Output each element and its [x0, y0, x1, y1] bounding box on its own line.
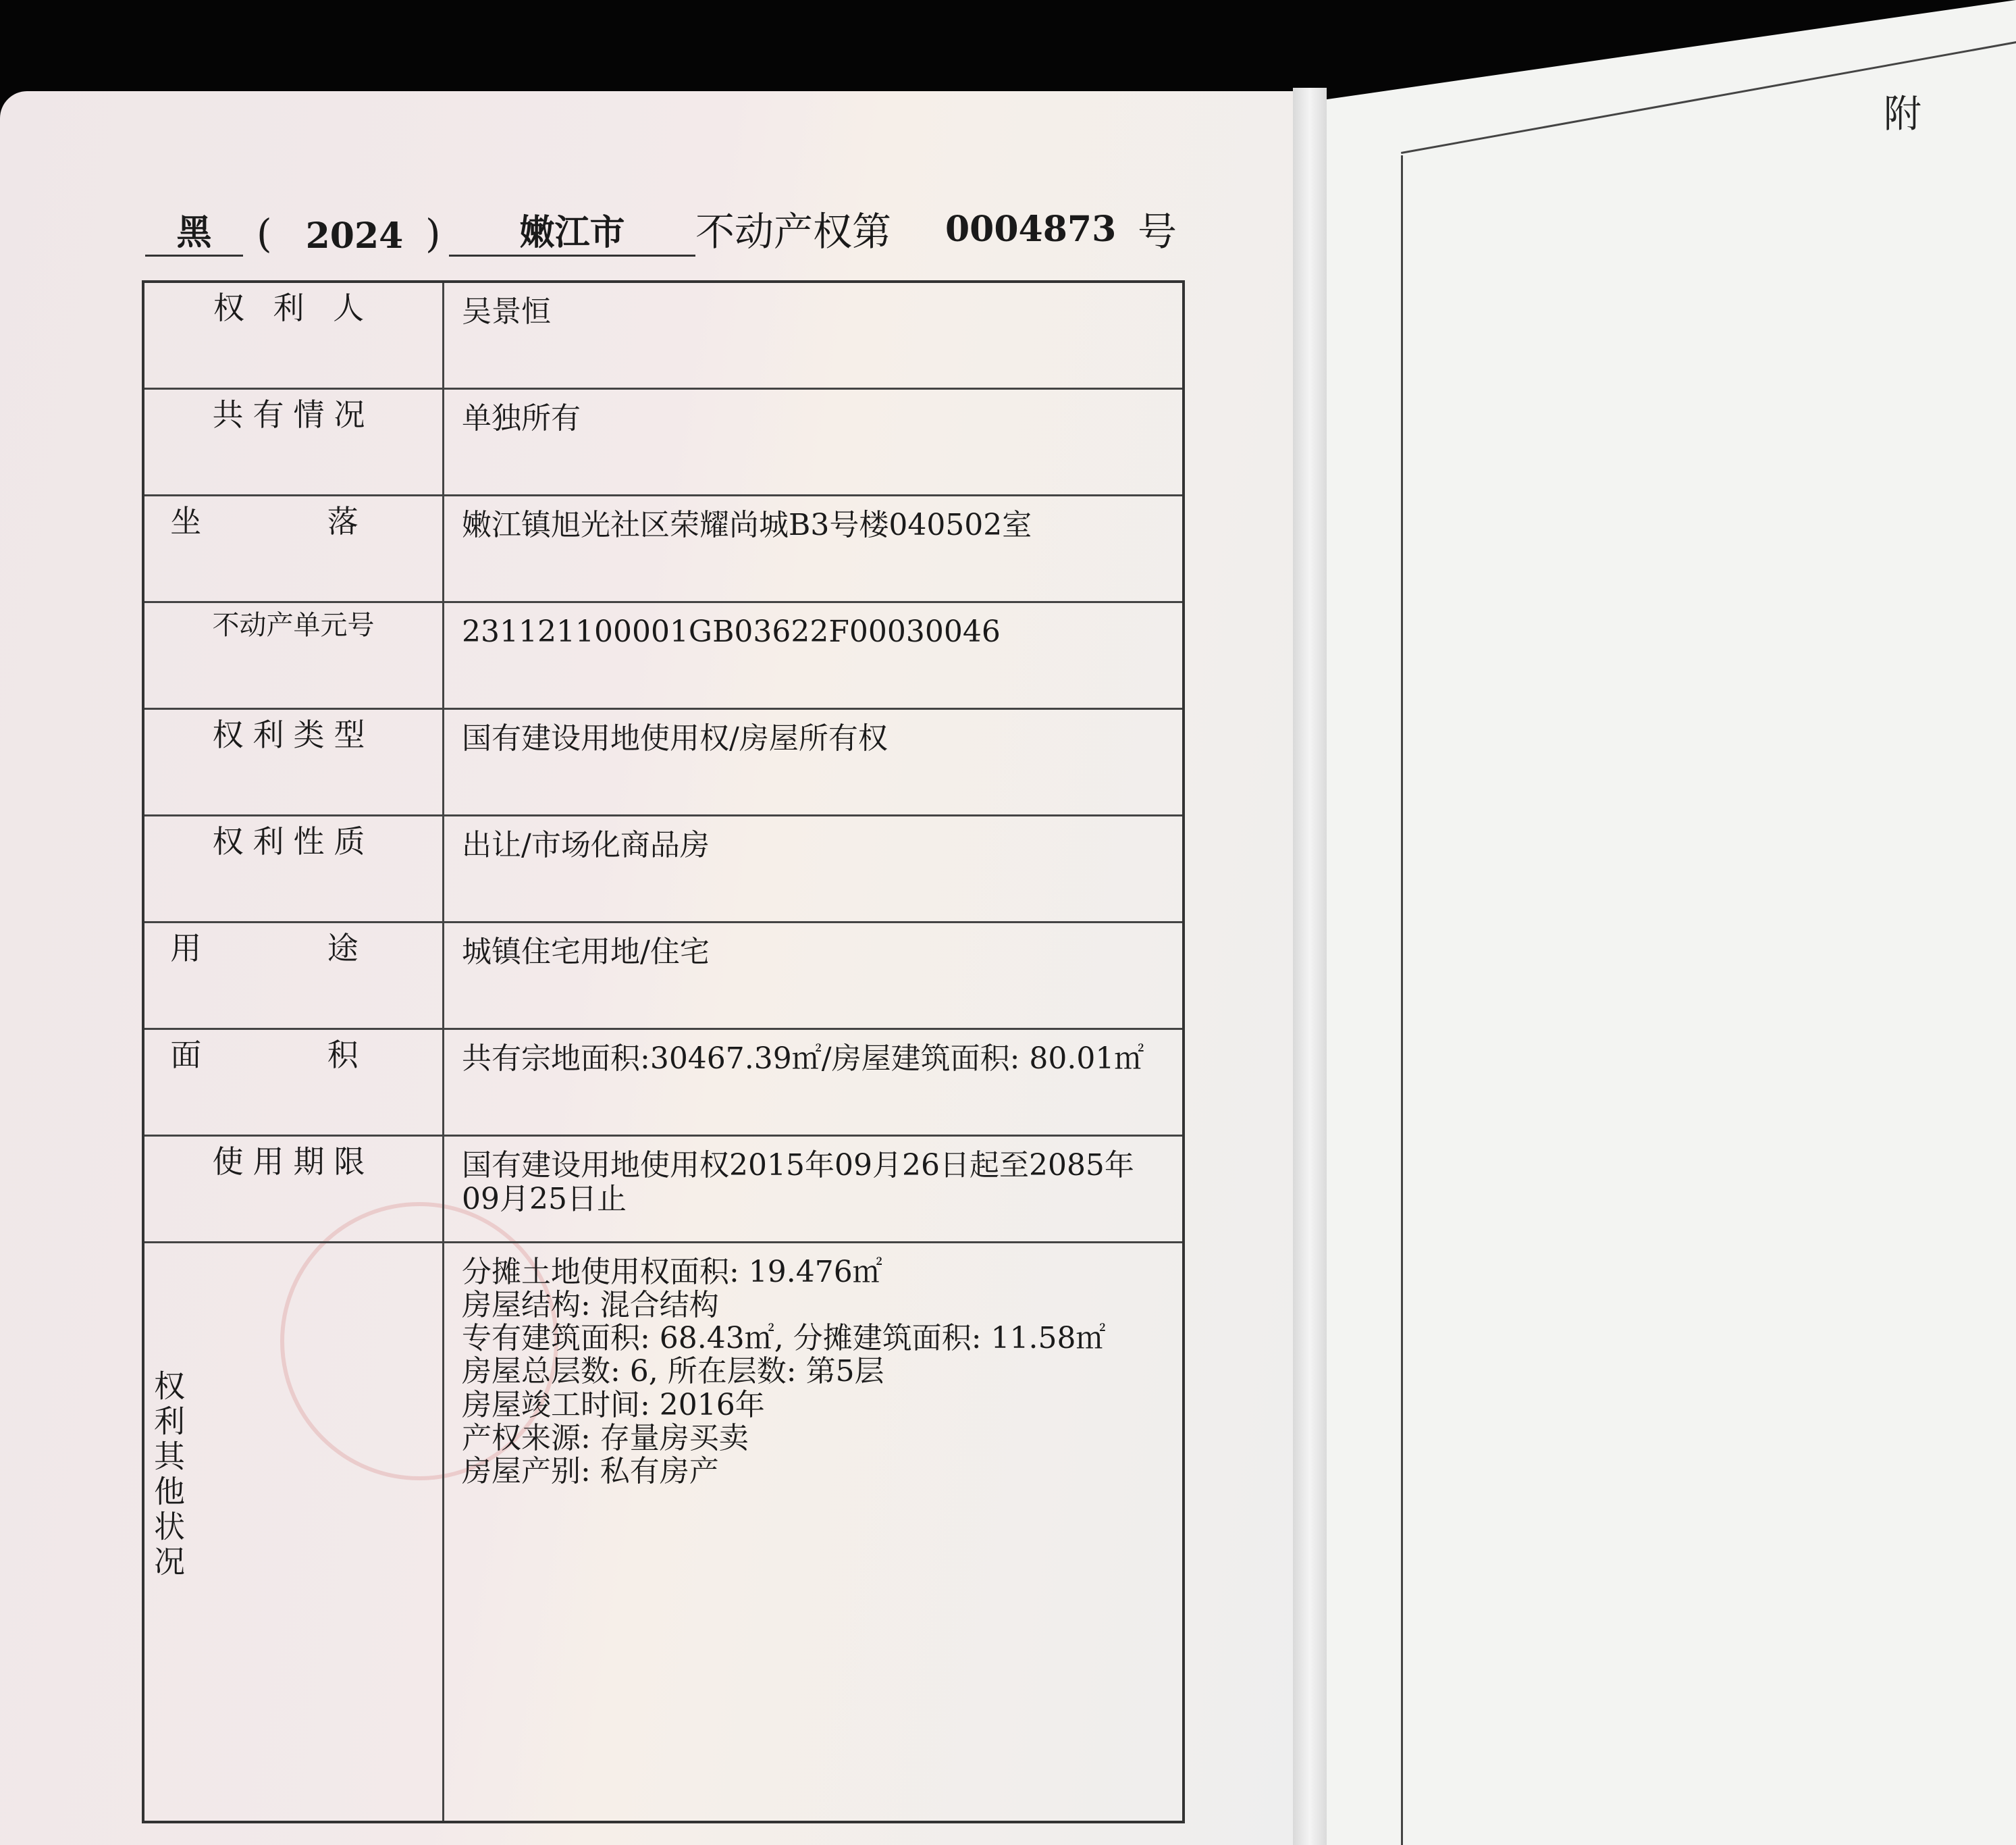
table-row — [143, 922, 1184, 1029]
table-row — [143, 1135, 1184, 1242]
table-row — [143, 708, 1184, 815]
year-field: 2024 — [305, 215, 404, 257]
row-value: 出让/市场化商品房 — [444, 815, 1184, 922]
other-line: 房屋结构: 混合结构 — [462, 1287, 719, 1322]
row-label: 用 途 — [143, 922, 444, 1029]
booklet-spine — [1293, 88, 1327, 1845]
certificate-number-line — [145, 169, 1198, 277]
table-row — [143, 388, 1184, 495]
row-value: 国有建设用地使用权2015年09月26日起至2085年09月25日止 — [444, 1135, 1184, 1242]
table-row — [143, 815, 1184, 922]
annex-label: 附 — [1884, 93, 1921, 136]
other-line: 房屋产别: 私有房产 — [462, 1454, 719, 1489]
annex-frame — [1401, 155, 2016, 1845]
cert-suffix: 号 — [1138, 209, 1177, 255]
other-line: 产权来源: 存量房买卖 — [462, 1420, 749, 1455]
row-label: 坐 落 — [143, 495, 444, 602]
row-label: 共有情况 — [143, 388, 444, 495]
table-row — [143, 282, 1184, 388]
table-row — [143, 1029, 1184, 1135]
row-value: 单独所有 — [444, 388, 1184, 495]
row-value: 231121100001GB03622F00030046 — [444, 602, 1184, 708]
city-field: 嫩江市 — [449, 204, 695, 257]
certificate-table — [142, 280, 1185, 1823]
row-value: 吴景恒 — [444, 282, 1184, 388]
other-line: 专有建筑面积: 68.43㎡, 分摊建筑面积: 11.58㎡ — [462, 1321, 1106, 1356]
row-label: 权 利 人 — [143, 282, 444, 388]
province-field: 黑 — [145, 204, 243, 257]
other-line: 房屋总层数: 6, 所在层数: 第5层 — [462, 1354, 884, 1389]
close-paren: ) — [425, 211, 441, 257]
cert-prefix: 不动产权第 — [695, 209, 892, 255]
table-row-other — [143, 1242, 1184, 1822]
row-value: 共有宗地面积:30467.39㎡/房屋建筑面积: 80.01㎡ — [444, 1029, 1184, 1135]
table-row — [143, 495, 1184, 602]
row-value: 国有建设用地使用权/房屋所有权 — [444, 708, 1184, 815]
row-label: 权利类型 — [143, 708, 444, 815]
row-label: 不动产单元号 — [143, 602, 444, 708]
row-label: 面 积 — [143, 1029, 444, 1135]
other-line: 房屋竣工时间: 2016年 — [462, 1387, 765, 1422]
other-values — [444, 1242, 1184, 1822]
row-value: 城镇住宅用地/住宅 — [444, 922, 1184, 1029]
row-value: 嫩江镇旭光社区荣耀尚城B3号楼040502室 — [444, 495, 1184, 602]
table-row — [143, 602, 1184, 708]
other-line: 分摊土地使用权面积: 19.476㎡ — [462, 1254, 882, 1289]
row-label: 使用期限 — [143, 1135, 444, 1242]
row-label: 权利性质 — [143, 815, 444, 922]
other-label: 权利其他状况 — [143, 1242, 444, 1822]
cert-number-field: 0004873 — [945, 209, 1117, 250]
open-paren: ( — [257, 211, 272, 257]
